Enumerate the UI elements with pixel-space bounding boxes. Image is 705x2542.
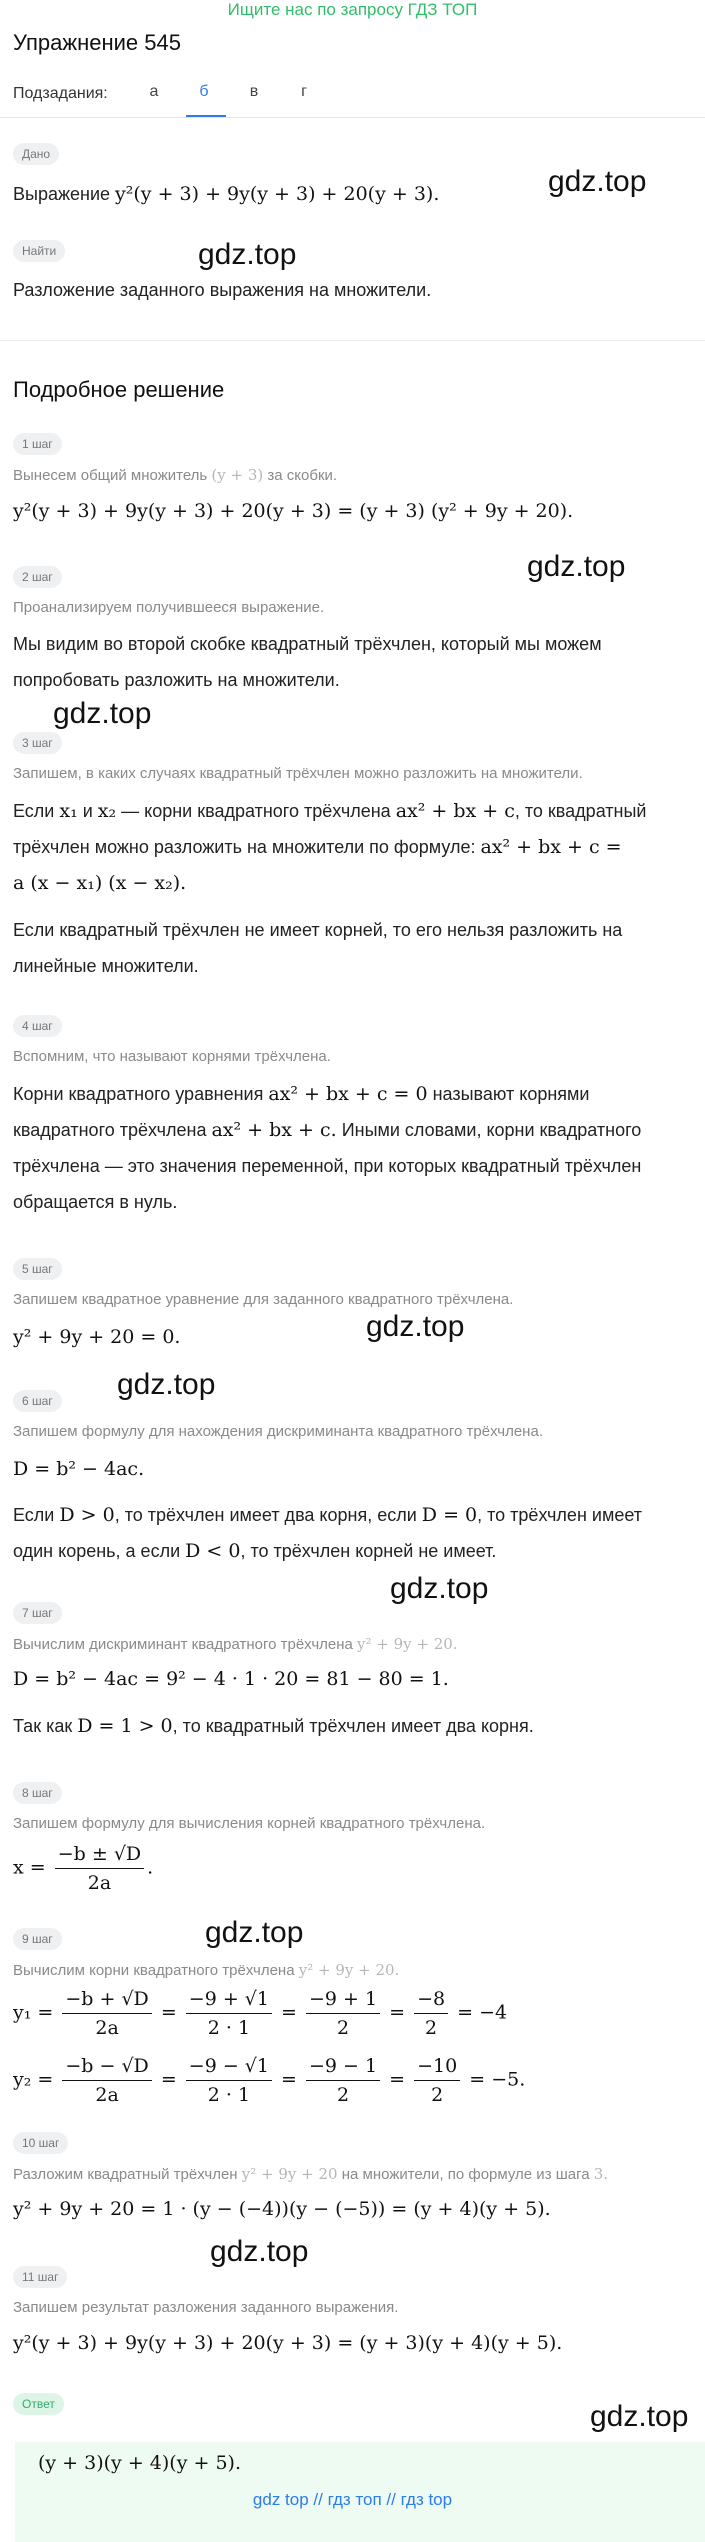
- step-text: Если x₁ и x₂ — корни квадратного трёхчлена ax² + bx + c, то квадратный: [13, 800, 647, 822]
- step-text: Если D > 0, то трёхчлен имеет два корня, если D = 0, то трёхчлен имеет: [13, 1504, 642, 1526]
- root-y2: y₂ = $\frac{-b - √D}{2a}$ = $\frac{-9 - √1}{2 \cdot 1}$ = $\frac{-9 - 1}{2}$ = $\frac{-10}{2}$ = −5.: [13, 2052, 525, 2109]
- step-chip: 7 шаг: [13, 1602, 62, 1624]
- tab-a[interactable]: а: [149, 83, 159, 100]
- step-text: линейные множители.: [13, 956, 199, 976]
- watermark: gdz.top: [527, 550, 626, 583]
- tab-g[interactable]: г: [301, 83, 307, 100]
- tab-v[interactable]: в: [249, 83, 259, 100]
- step-text: Если квадратный трёхчлен не имеет корней, то его нельзя разложить на: [13, 920, 623, 940]
- watermark: gdz.top: [198, 238, 297, 271]
- step-text: Мы видим во второй скобке квадратный трёхчлен, который мы можем: [13, 634, 602, 654]
- step-equation: y² + 9y + 20 = 1 · (y − (−4))(y − (−5)) = (y + 4)(y + 5).: [13, 2198, 551, 2220]
- step-text: трёхчлен можно разложить на множители по формуле: ax² + bx + c =: [13, 836, 622, 858]
- step-hint: Вспомним, что называют корнями трёхчлена.: [13, 1048, 331, 1065]
- find-text: Разложение заданного выражения на множители.: [13, 280, 432, 300]
- step-chip: 11 шаг: [13, 2266, 67, 2288]
- step-equation: D = b² − 4ac.: [13, 1458, 145, 1480]
- watermark: gdz.top: [548, 165, 647, 198]
- page-title: Упражнение 545: [13, 30, 181, 55]
- watermark: gdz.top: [210, 2235, 309, 2268]
- step-chip: 2 шаг: [13, 566, 62, 588]
- subtasks-label: Подзадания:: [13, 85, 108, 102]
- step-chip: 6 шаг: [13, 1390, 62, 1412]
- step-hint: Разложим квадратный трёхчлен y² + 9y + 20 на множители, по формуле из шага 3.: [13, 2165, 609, 2183]
- step-text: трёхчлена — это значения переменной, при которых квадратный трёхчлен: [13, 1156, 642, 1176]
- given-expression: y²(y + 3) + 9y(y + 3) + 20(y + 3).: [115, 183, 440, 205]
- step-hint: Вынесем общий множитель (y + 3) за скобки.: [13, 466, 338, 484]
- watermark: gdz.top: [590, 2400, 689, 2433]
- step-equation: y² + 9y + 20 = 0.: [13, 1326, 181, 1348]
- step-chip: 1 шаг: [13, 433, 62, 455]
- step-chip: 4 шаг: [13, 1015, 62, 1037]
- step-equation: y²(y + 3) + 9y(y + 3) + 20(y + 3) = (y + 3)(y + 4)(y + 5).: [13, 2332, 563, 2354]
- solution-heading: Подробное решение: [13, 377, 225, 402]
- footer-links[interactable]: gdz top // гдз топ // гдз top: [252, 2490, 453, 2509]
- answer-chip: Ответ: [13, 2393, 64, 2415]
- active-tab-indicator: [186, 115, 226, 117]
- answer-expression: (y + 3)(y + 4)(y + 5).: [38, 2452, 241, 2474]
- step-chip: 5 шаг: [13, 1258, 62, 1280]
- step-text: Так как D = 1 > 0, то квадратный трёхчлен имеет два корня.: [13, 1715, 534, 1737]
- step-equation: y²(y + 3) + 9y(y + 3) + 20(y + 3) = (y + 3) (y² + 9y + 20).: [13, 500, 574, 522]
- step-hint: Вычислим корни квадратного трёхчлена y² + 9y + 20.: [13, 1961, 400, 1979]
- tabs-divider: [0, 117, 705, 118]
- step-text: попробовать разложить на множители.: [13, 670, 340, 690]
- watermark: gdz.top: [205, 1916, 304, 1949]
- root-y1: y₁ = $\frac{-b + √D}{2a}$ = $\frac{-9 + √1}{2 \cdot 1}$ = $\frac{-9 + 1}{2}$ = $\frac{-8}{2}$ = −4: [13, 1985, 507, 2042]
- step-equation: D = b² − 4ac = 9² − 4 · 1 · 20 = 81 − 80 = 1.: [13, 1668, 449, 1690]
- given-text: Выражение y²(y + 3) + 9y(y + 3) + 20(y + 3).: [13, 183, 440, 205]
- search-banner: Ищите нас по запросу ГДЗ ТОП: [227, 0, 478, 19]
- section-divider: [0, 340, 705, 341]
- step-hint: Вычислим дискриминант квадратного трёхчлена y² + 9y + 20.: [13, 1635, 458, 1653]
- roots-formula: x = $\frac{-b \pm √D}{2a}$ .: [13, 1840, 153, 1897]
- step-chip: 8 шаг: [13, 1782, 62, 1804]
- step-hint: Запишем результат разложения заданного выражения.: [13, 2299, 399, 2316]
- find-chip: Найти: [13, 240, 65, 262]
- watermark: gdz.top: [117, 1368, 216, 1401]
- tab-b[interactable]: б: [199, 83, 209, 100]
- watermark: gdz.top: [390, 1572, 489, 1605]
- step-text: обращается в нуль.: [13, 1192, 178, 1212]
- step-hint: Запишем квадратное уравнение для заданного квадратного трёхчлена.: [13, 1291, 514, 1308]
- step-hint: Запишем формулу для нахождения дискриминанта квадратного трёхчлена.: [13, 1423, 543, 1440]
- step-hint: Проанализируем получившееся выражение.: [13, 599, 325, 616]
- watermark: gdz.top: [53, 697, 152, 730]
- step-text: квадратного трёхчлена ax² + bx + c. Иными словами, корни квадратного: [13, 1119, 642, 1141]
- given-chip: Дано: [13, 143, 59, 165]
- watermark: gdz.top: [366, 1310, 465, 1343]
- step-hint: Запишем формулу для вычисления корней квадратного трёхчлена.: [13, 1815, 486, 1832]
- step-hint: Запишем, в каких случаях квадратный трёхчлен можно разложить на множители.: [13, 765, 583, 782]
- step-chip: 9 шаг: [13, 1928, 62, 1950]
- step-text: a (x − x₁) (x − x₂).: [13, 872, 187, 894]
- step-text: Корни квадратного уравнения ax² + bx + c = 0 называют корнями: [13, 1083, 590, 1105]
- step-text: один корень, а если D < 0, то трёхчлен корней не имеет.: [13, 1540, 497, 1562]
- step-chip: 3 шаг: [13, 732, 62, 754]
- step-chip: 10 шаг: [13, 2132, 68, 2154]
